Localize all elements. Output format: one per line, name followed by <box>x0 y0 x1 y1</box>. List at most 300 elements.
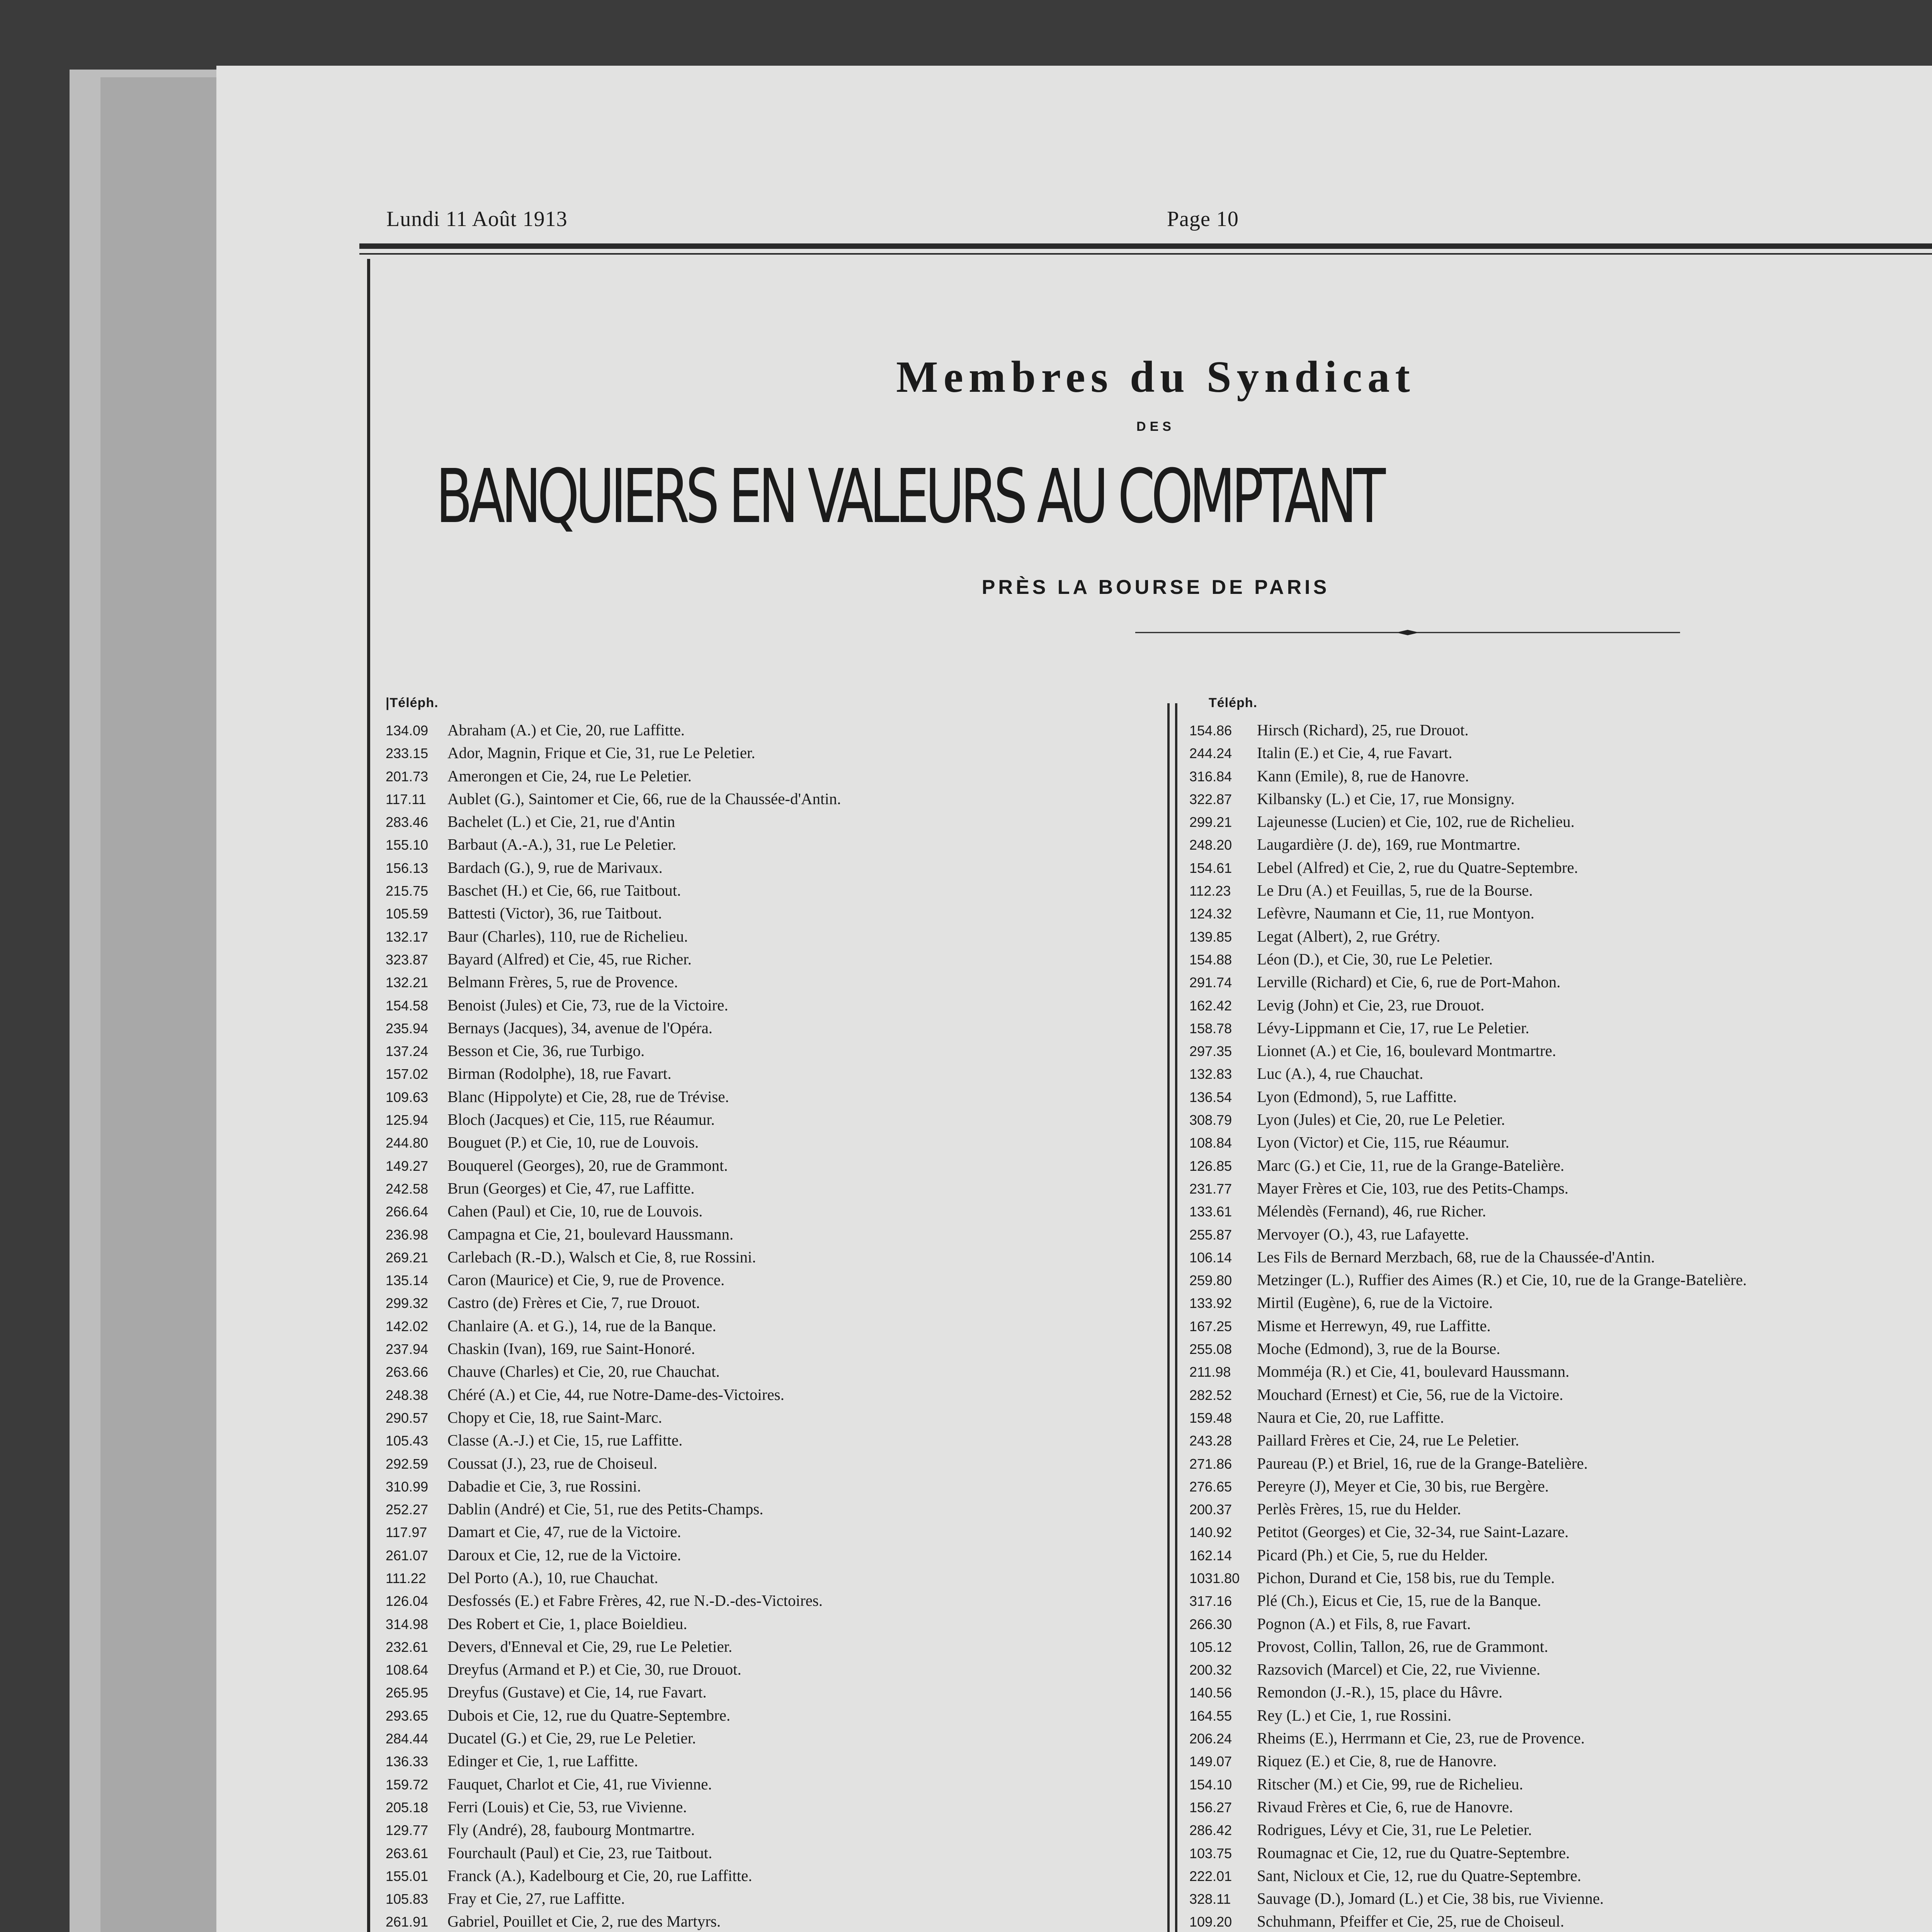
member-entry <box>386 902 1143 925</box>
member-entry <box>386 1383 1143 1406</box>
member-name-address: Levig (John) et Cie, 23, rue Drouot. <box>1257 996 1485 1014</box>
member-name-address: Caron (Maurice) et Cie, 9, rue de Provence. <box>447 1271 725 1289</box>
member-name-address: Mélendès (Fernand), 46, rue Richer. <box>1257 1202 1486 1220</box>
member-entry <box>1189 1498 1932 1520</box>
member-entry <box>1189 1773 1932 1796</box>
member-name-address: Fourchault (Paul) et Cie, 23, rue Taitbout. <box>447 1844 713 1862</box>
member-name-address: Lerville (Richard) et Cie, 6, rue de Port-Mahon. <box>1257 973 1561 991</box>
member-entry <box>1189 1910 1932 1932</box>
member-telephone: 231.77 <box>1189 1180 1232 1197</box>
member-name-address: Bouguet (P.) et Cie, 10, rue de Louvois. <box>447 1133 699 1151</box>
member-telephone: 103.75 <box>1189 1845 1232 1861</box>
member-name-address: Des Robert et Cie, 1, place Boieldieu. <box>447 1614 687 1633</box>
member-name-address: Picard (Ph.) et Cie, 5, rue du Helder. <box>1257 1546 1488 1564</box>
member-telephone: 156.27 <box>1189 1799 1232 1815</box>
member-name-address: Lefèvre, Naumann et Cie, 11, rue Montyon. <box>1257 904 1535 922</box>
member-name-address: Ritscher (M.) et Cie, 99, rue de Richelieu. <box>1257 1775 1523 1793</box>
member-entry <box>1189 879 1932 902</box>
member-telephone: 282.52 <box>1189 1387 1232 1403</box>
member-entry <box>1189 1566 1932 1589</box>
member-entry <box>1189 765 1932 787</box>
member-entry <box>386 1589 1143 1612</box>
member-telephone: 299.32 <box>386 1295 429 1311</box>
member-entry <box>386 1337 1143 1360</box>
member-entry <box>1189 1864 1932 1887</box>
issue-date: Lundi 11 Août 1913 <box>386 207 568 231</box>
member-telephone: 243.28 <box>1189 1433 1232 1449</box>
member-telephone: 205.18 <box>386 1799 429 1815</box>
member-entry <box>1189 948 1932 971</box>
member-entry <box>1189 1796 1932 1818</box>
member-telephone: 317.16 <box>1189 1593 1232 1609</box>
member-telephone: 105.12 <box>1189 1639 1232 1655</box>
member-telephone: 297.35 <box>1189 1043 1232 1060</box>
member-entry <box>386 1612 1143 1635</box>
member-entry <box>1189 856 1932 879</box>
member-telephone: 155.10 <box>386 837 429 853</box>
member-telephone: 248.38 <box>386 1387 429 1403</box>
member-name-address: Fauquet, Charlot et Cie, 41, rue Vivienne. <box>447 1775 712 1793</box>
member-name-address: Damart et Cie, 47, rue de la Victoire. <box>447 1523 681 1541</box>
member-entry <box>386 1246 1143 1269</box>
member-telephone: 222.01 <box>1189 1868 1232 1884</box>
member-entry <box>386 971 1143 993</box>
member-telephone: 157.02 <box>386 1066 429 1082</box>
member-name-address: Rivaud Frères et Cie, 6, rue de Hanovre. <box>1257 1798 1513 1816</box>
member-telephone: 155.01 <box>386 1868 429 1884</box>
member-entry <box>1189 1154 1932 1177</box>
member-telephone: 109.20 <box>1189 1914 1232 1930</box>
member-telephone: 154.10 <box>1189 1776 1232 1793</box>
member-telephone: 132.83 <box>1189 1066 1232 1082</box>
member-telephone: 111.22 <box>386 1570 426 1586</box>
member-telephone: 299.21 <box>1189 814 1232 830</box>
member-telephone: 134.09 <box>386 723 429 738</box>
member-name-address: Dreyfus (Gustave) et Cie, 14, rue Favart. <box>447 1683 707 1701</box>
member-entry <box>1189 1085 1932 1108</box>
member-telephone: 233.15 <box>386 745 429 762</box>
member-name-address: Amerongen et Cie, 24, rue Le Peletier. <box>447 767 692 785</box>
member-name-address: Marc (G.) et Cie, 11, rue de la Grange-Batelière. <box>1257 1156 1565 1174</box>
member-entry <box>1189 1315 1932 1337</box>
member-entry <box>1189 1612 1932 1635</box>
member-entry <box>386 1635 1143 1658</box>
member-telephone: 276.65 <box>1189 1478 1232 1495</box>
member-name-address: Bardach (G.), 9, rue de Marivaux. <box>447 858 663 876</box>
member-entry <box>386 1315 1143 1337</box>
member-name-address: Carlebach (R.-D.), Walsch et Cie, 8, rue Rossini. <box>447 1248 756 1266</box>
member-entry <box>1189 1520 1932 1543</box>
member-entry <box>386 1842 1143 1864</box>
member-telephone: 149.07 <box>1189 1753 1232 1770</box>
member-telephone: 200.32 <box>1189 1662 1232 1678</box>
member-entry <box>1189 1108 1932 1131</box>
member-telephone: 156.13 <box>386 860 429 876</box>
member-entry <box>1189 1589 1932 1612</box>
member-name-address: Paillard Frères et Cie, 24, rue Le Peletier. <box>1257 1431 1519 1449</box>
member-entry <box>1189 1062 1932 1085</box>
member-telephone: 248.20 <box>1189 837 1232 853</box>
member-name-address: Dablin (André) et Cie, 51, rue des Petits-Champs. <box>447 1500 764 1518</box>
member-telephone: 136.54 <box>1189 1089 1232 1105</box>
member-telephone: 167.25 <box>1189 1318 1232 1334</box>
member-name-address: Luc (A.), 4, rue Chauchat. <box>1257 1065 1423 1083</box>
member-telephone: 232.61 <box>386 1639 429 1655</box>
member-telephone: 290.57 <box>386 1410 429 1426</box>
member-entry <box>386 994 1143 1017</box>
title-bourse: PRÈS LA BOURSE DE PARIS <box>981 576 1330 599</box>
member-name-address: Bloch (Jacques) et Cie, 115, rue Réaumur. <box>447 1111 715 1129</box>
member-telephone: 129.77 <box>386 1822 429 1838</box>
ornament-rule <box>1135 630 1680 635</box>
header-rule-thin <box>359 253 1932 255</box>
member-entry <box>1189 1223 1932 1246</box>
member-telephone: 140.56 <box>1189 1685 1232 1701</box>
member-telephone: 211.98 <box>1189 1364 1231 1380</box>
member-name-address: Ferri (Louis) et Cie, 53, rue Vivienne. <box>447 1798 687 1816</box>
member-name-address: Barbaut (A.-A.), 31, rue Le Peletier. <box>447 835 677 854</box>
title-membres: Membres du Syndicat <box>896 352 1415 401</box>
member-telephone: 261.07 <box>386 1547 429 1563</box>
member-entry <box>1189 1200 1932 1223</box>
member-entry <box>386 1887 1143 1910</box>
member-entry <box>1189 1727 1932 1750</box>
member-name-address: Sauvage (D.), Jomard (L.) et Cie, 38 bis, rue Vivienne. <box>1257 1889 1604 1908</box>
title-des: DES <box>1136 419 1175 434</box>
member-telephone: 164.55 <box>1189 1708 1232 1724</box>
member-telephone: 261.91 <box>386 1914 429 1930</box>
member-name-address: Pereyre (J), Meyer et Cie, 30 bis, rue Bergère. <box>1257 1477 1549 1495</box>
member-entry <box>386 1406 1143 1429</box>
member-entry <box>386 856 1143 879</box>
member-telephone: 117.11 <box>386 791 426 807</box>
member-name-address: Baschet (H.) et Cie, 66, rue Taitbout. <box>447 881 681 900</box>
member-name-address: Chaskin (Ivan), 169, rue Saint-Honoré. <box>447 1340 696 1358</box>
member-telephone: 283.46 <box>386 814 429 830</box>
member-entry <box>1189 1246 1932 1269</box>
member-telephone: 252.27 <box>386 1502 429 1518</box>
member-name-address: Dabadie et Cie, 3, rue Rossini. <box>447 1477 641 1495</box>
member-entry <box>386 1864 1143 1887</box>
member-entry <box>386 1544 1143 1566</box>
member-name-address: Battesti (Victor), 36, rue Taitbout. <box>447 904 662 922</box>
member-entry <box>386 1291 1143 1314</box>
member-telephone: 162.14 <box>1189 1547 1232 1563</box>
member-name-address: Petitot (Georges) et Cie, 32-34, rue Saint-Lazare. <box>1257 1523 1569 1541</box>
member-telephone: 236.98 <box>386 1226 429 1243</box>
rows-container <box>1189 719 1932 1932</box>
member-entry <box>1189 1681 1932 1704</box>
member-entry <box>386 879 1143 902</box>
member-name-address: Chauve (Charles) et Cie, 20, rue Chauchat. <box>447 1362 720 1381</box>
member-telephone: 133.61 <box>1189 1204 1232 1220</box>
member-telephone: 314.98 <box>386 1616 429 1632</box>
member-name-address: Naura et Cie, 20, rue Laffitte. <box>1257 1408 1444 1426</box>
member-telephone: 137.24 <box>386 1043 429 1060</box>
member-entry <box>1189 1475 1932 1498</box>
member-entry <box>386 1360 1143 1383</box>
member-telephone: 322.87 <box>1189 791 1232 807</box>
member-telephone: 132.17 <box>386 929 429 945</box>
member-telephone: 109.63 <box>386 1089 429 1105</box>
member-telephone: 135.14 <box>386 1272 429 1289</box>
member-entry <box>1189 1291 1932 1314</box>
member-entry <box>386 1704 1143 1727</box>
member-telephone: 158.78 <box>1189 1020 1232 1036</box>
member-name-address: Lyon (Edmond), 5, rue Laffitte. <box>1257 1087 1457 1105</box>
telephone-heading: Téléph. <box>1209 696 1258 710</box>
member-name-address: Lebel (Alfred) et Cie, 2, rue du Quatre-Septembre. <box>1257 858 1578 876</box>
member-telephone: 105.83 <box>386 1891 429 1907</box>
member-telephone: 316.84 <box>1189 768 1232 784</box>
member-telephone: 140.92 <box>1189 1524 1232 1541</box>
member-telephone: 154.58 <box>386 997 429 1014</box>
member-name-address: Misme et Herrewyn, 49, rue Laffitte. <box>1257 1316 1491 1335</box>
member-name-address: Rheims (E.), Herrmann et Cie, 23, rue de Provence. <box>1257 1729 1585 1747</box>
member-name-address: Coussat (J.), 23, rue de Choiseul. <box>447 1454 658 1472</box>
member-telephone: 263.61 <box>386 1845 429 1861</box>
member-name-address: Léon (D.), et Cie, 30, rue Le Peletier. <box>1257 950 1493 968</box>
member-entry <box>1189 1704 1932 1727</box>
member-entry <box>386 1566 1143 1589</box>
member-entry <box>1189 1337 1932 1360</box>
member-name-address: Blanc (Hippolyte) et Cie, 28, rue de Trévise. <box>447 1087 729 1105</box>
member-telephone: 105.43 <box>386 1433 429 1449</box>
member-name-address: Campagna et Cie, 21, boulevard Haussmann. <box>447 1225 734 1243</box>
member-name-address: Les Fils de Bernard Merzbach, 68, rue de la Chaussée-d'Antin. <box>1257 1248 1655 1266</box>
member-telephone: 142.02 <box>386 1318 429 1334</box>
member-telephone: 244.80 <box>386 1135 429 1151</box>
member-telephone: 269.21 <box>386 1249 429 1265</box>
member-name-address: Kann (Emile), 8, rue de Hanovre. <box>1257 767 1469 785</box>
member-telephone: 237.94 <box>386 1341 429 1357</box>
member-telephone: 200.37 <box>1189 1502 1232 1518</box>
member-telephone: 106.14 <box>1189 1249 1232 1265</box>
member-name-address: Fray et Cie, 27, rue Laffitte. <box>447 1889 625 1908</box>
member-name-address: Mirtil (Eugène), 6, rue de la Victoire. <box>1257 1294 1493 1312</box>
member-telephone: 154.88 <box>1189 951 1232 968</box>
member-entry <box>1189 1177 1932 1200</box>
member-entry <box>1189 1406 1932 1429</box>
member-telephone: 139.85 <box>1189 929 1232 945</box>
member-telephone: 284.44 <box>386 1731 429 1747</box>
member-telephone: 206.24 <box>1189 1731 1232 1747</box>
member-name-address: Italin (E.) et Cie, 4, rue Favart. <box>1257 744 1452 762</box>
member-name-address: Roumagnac et Cie, 12, rue du Quatre-Septembre. <box>1257 1844 1570 1862</box>
member-name-address: Abraham (A.) et Cie, 20, rue Laffitte. <box>447 721 685 739</box>
member-telephone: 105.59 <box>386 906 429 922</box>
member-name-address: Del Porto (A.), 10, rue Chauchat. <box>447 1568 658 1587</box>
member-name-address: Mayer Frères et Cie, 103, rue des Petits-Champs. <box>1257 1179 1569 1197</box>
member-entry <box>386 1658 1143 1681</box>
member-entry <box>1189 1452 1932 1475</box>
member-name-address: Lyon (Jules) et Cie, 20, rue Le Peletier. <box>1257 1111 1505 1129</box>
member-entry <box>386 1154 1143 1177</box>
column-divider <box>1167 703 1170 1932</box>
member-entry <box>1189 833 1932 856</box>
member-entry <box>386 787 1143 810</box>
member-name-address: Sant, Nicloux et Cie, 12, rue du Quatre-Septembre. <box>1257 1866 1582 1884</box>
member-entry <box>386 1520 1143 1543</box>
member-name-address: Metzinger (L.), Ruffier des Aimes (R.) et Cie, 10, rue de la Grange-Batelière. <box>1257 1271 1747 1289</box>
member-entry <box>386 1475 1143 1498</box>
member-telephone: 291.74 <box>1189 975 1232 991</box>
member-entry <box>386 719 1143 742</box>
member-entry <box>386 1062 1143 1085</box>
member-telephone: 242.58 <box>386 1180 429 1197</box>
member-name-address: Moche (Edmond), 3, rue de la Bourse. <box>1257 1340 1500 1358</box>
member-name-address: Paureau (P.) et Briel, 16, rue de la Grange-Batelière. <box>1257 1454 1588 1472</box>
member-entry <box>386 1796 1143 1818</box>
member-telephone: 201.73 <box>386 768 429 784</box>
member-name-address: Le Dru (A.) et Feuillas, 5, rue de la Bourse. <box>1257 881 1533 900</box>
header-rule <box>359 243 1932 249</box>
member-name-address: Baur (Charles), 110, rue de Richelieu. <box>447 927 688 945</box>
member-entry <box>386 1177 1143 1200</box>
member-entry <box>1189 1269 1932 1291</box>
member-name-address: Mervoyer (O.), 43, rue Lafayette. <box>1257 1225 1469 1243</box>
member-name-address: Lyon (Victor) et Cie, 115, rue Réaumur. <box>1257 1133 1509 1151</box>
member-name-address: Bouquerel (Georges), 20, rue de Grammont. <box>447 1156 728 1174</box>
member-telephone: 271.86 <box>1189 1456 1232 1472</box>
member-telephone: 259.80 <box>1189 1272 1232 1289</box>
title-banquiers: BANQUIERS EN VALEURS AU COMPTANT <box>436 454 1382 540</box>
member-name-address: Besson et Cie, 36, rue Turbigo. <box>447 1042 645 1060</box>
member-name-address: Plé (Ch.), Eicus et Cie, 15, rue de la Banque. <box>1257 1592 1541 1610</box>
member-telephone: 162.42 <box>1189 997 1232 1014</box>
member-name-address: Riquez (E.) et Cie, 8, rue de Hanovre. <box>1257 1752 1497 1770</box>
member-telephone: 328.11 <box>1189 1891 1231 1907</box>
member-telephone: 126.04 <box>386 1593 429 1609</box>
member-name-address: Lajeunesse (Lucien) et Cie, 102, rue de Richelieu. <box>1257 813 1575 831</box>
member-entry <box>1189 787 1932 810</box>
member-entry <box>1189 742 1932 764</box>
member-entry <box>386 1681 1143 1704</box>
member-entry <box>1189 810 1932 833</box>
member-telephone: 132.21 <box>386 975 429 991</box>
member-entry <box>1189 1658 1932 1681</box>
member-telephone: 265.95 <box>386 1685 429 1701</box>
member-telephone: 323.87 <box>386 951 429 968</box>
member-telephone: 1031.80 <box>1189 1570 1240 1586</box>
member-entry <box>1189 1131 1932 1154</box>
member-telephone: 108.64 <box>386 1662 429 1678</box>
member-entry <box>386 742 1143 764</box>
member-telephone: 159.72 <box>386 1776 429 1793</box>
member-name-address: Dreyfus (Armand et P.) et Cie, 30, rue Drouot. <box>447 1660 742 1679</box>
member-entry <box>386 1727 1143 1750</box>
member-entry <box>386 1039 1143 1062</box>
member-name-address: Brun (Georges) et Cie, 47, rue Laffitte. <box>447 1179 695 1197</box>
member-name-address: Laugardière (J. de), 169, rue Montmartre. <box>1257 835 1520 854</box>
member-entry <box>386 948 1143 971</box>
member-entry <box>1189 971 1932 993</box>
member-entry <box>386 1818 1143 1841</box>
member-name-address: Ducatel (G.) et Cie, 29, rue Le Peletier. <box>447 1729 696 1747</box>
member-entry <box>1189 1360 1932 1383</box>
notice-frame <box>367 259 1932 1932</box>
member-name-address: Desfossés (E.) et Fabre Frères, 42, rue N.-D.-des-Victoires. <box>447 1592 823 1610</box>
member-name-address: Kilbansky (L.) et Cie, 17, rue Monsigny. <box>1257 789 1515 808</box>
members-list-right <box>1189 696 1932 1932</box>
member-telephone: 124.32 <box>1189 906 1232 922</box>
member-name-address: Bayard (Alfred) et Cie, 45, rue Richer. <box>447 950 692 968</box>
member-telephone: 263.66 <box>386 1364 429 1380</box>
member-entry <box>1189 902 1932 925</box>
member-name-address: Devers, d'Enneval et Cie, 29, rue Le Peletier. <box>447 1637 733 1655</box>
member-name-address: Franck (A.), Kadelbourg et Cie, 20, rue Laffitte. <box>447 1866 752 1884</box>
member-entry <box>1189 1750 1932 1772</box>
member-entry <box>386 810 1143 833</box>
member-name-address: Castro (de) Frères et Cie, 7, rue Drouot. <box>447 1294 700 1312</box>
member-entry <box>386 1108 1143 1131</box>
member-telephone: 154.86 <box>1189 723 1232 738</box>
member-name-address: Chopy et Cie, 18, rue Saint-Marc. <box>447 1408 662 1426</box>
member-name-address: Classe (A.-J.) et Cie, 15, rue Laffitte. <box>447 1431 683 1449</box>
page-number: Page 10 <box>1167 207 1239 231</box>
member-entry <box>1189 1429 1932 1452</box>
member-name-address: Chanlaire (A. et G.), 14, rue de la Banque. <box>447 1316 716 1335</box>
member-telephone: 117.97 <box>386 1524 427 1541</box>
member-telephone: 133.92 <box>1189 1295 1232 1311</box>
member-name-address: Lionnet (A.) et Cie, 16, boulevard Montmartre. <box>1257 1042 1556 1060</box>
member-entry <box>386 1223 1143 1246</box>
member-name-address: Ador, Magnin, Frique et Cie, 31, rue Le Peletier. <box>447 744 755 762</box>
member-name-address: Provost, Collin, Tallon, 26, rue de Grammont. <box>1257 1637 1548 1655</box>
member-entry <box>386 1750 1143 1772</box>
member-name-address: Razsovich (Marcel) et Cie, 22, rue Vivienne. <box>1257 1660 1541 1679</box>
member-telephone: 108.84 <box>1189 1135 1232 1151</box>
member-entry <box>386 1017 1143 1039</box>
member-name-address: Edinger et Cie, 1, rue Laffitte. <box>447 1752 638 1770</box>
member-name-address: Rey (L.) et Cie, 1, rue Rossini. <box>1257 1706 1452 1724</box>
member-telephone: 215.75 <box>386 883 429 899</box>
member-name-address: Benoist (Jules) et Cie, 73, rue de la Victoire. <box>447 996 728 1014</box>
member-name-address: Hirsch (Richard), 25, rue Drouot. <box>1257 721 1469 739</box>
member-entry <box>386 1269 1143 1291</box>
newspaper-page <box>216 66 1932 1932</box>
member-telephone: 112.23 <box>1189 883 1231 899</box>
member-entry <box>1189 1842 1932 1864</box>
member-name-address: Birman (Rodolphe), 18, rue Favart. <box>447 1065 672 1083</box>
member-name-address: Cahen (Paul) et Cie, 10, rue de Louvois. <box>447 1202 703 1220</box>
member-entry <box>1189 1635 1932 1658</box>
member-name-address: Legat (Albert), 2, rue Grétry. <box>1257 927 1440 945</box>
member-entry <box>386 1429 1143 1452</box>
member-entry <box>1189 719 1932 742</box>
member-telephone: 292.59 <box>386 1456 429 1472</box>
member-telephone: 293.65 <box>386 1708 429 1724</box>
member-entry <box>386 833 1143 856</box>
member-telephone: 266.64 <box>386 1204 429 1220</box>
member-telephone: 255.87 <box>1189 1226 1232 1243</box>
member-name-address: Dubois et Cie, 12, rue du Quatre-Septembre. <box>447 1706 731 1724</box>
member-entry <box>386 925 1143 948</box>
member-telephone: 149.27 <box>386 1158 429 1174</box>
member-entry <box>1189 1818 1932 1841</box>
member-name-address: Belmann Frères, 5, rue de Provence. <box>447 973 678 991</box>
member-telephone: 125.94 <box>386 1112 429 1128</box>
member-entry <box>386 765 1143 787</box>
member-telephone: 308.79 <box>1189 1112 1232 1128</box>
member-entry <box>386 1773 1143 1796</box>
member-name-address: Bernays (Jacques), 34, avenue de l'Opéra. <box>447 1019 713 1037</box>
member-name-address: Aublet (G.), Saintomer et Cie, 66, rue de la Chaussée-d'Antin. <box>447 789 841 808</box>
member-entry <box>1189 1887 1932 1910</box>
member-entry <box>386 1498 1143 1520</box>
member-telephone: 255.08 <box>1189 1341 1232 1357</box>
members-list-left <box>386 696 1143 1932</box>
